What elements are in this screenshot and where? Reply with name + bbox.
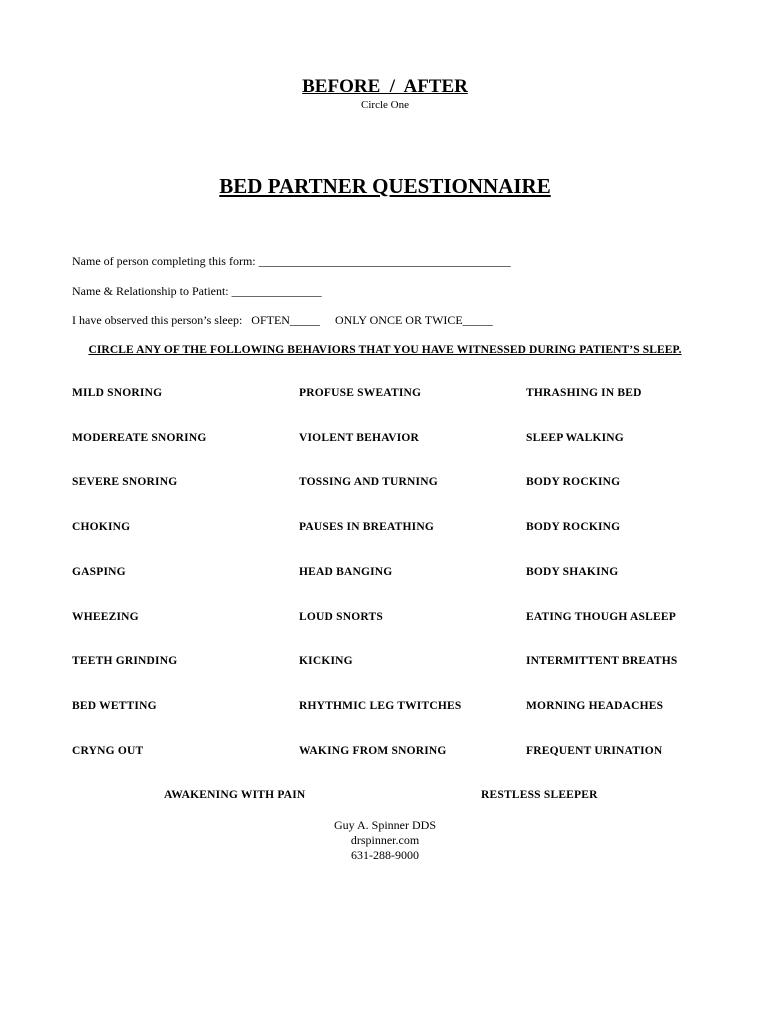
behavior-item: PROFUSE SWEATING: [299, 387, 422, 399]
footer-website: drspinner.com: [350, 833, 420, 847]
name-relationship-field: Name & Relationship to Patient: _______________: [72, 284, 322, 298]
behavior-item: THRASHING IN BED: [526, 387, 642, 399]
behavior-item: FREQUENT URINATION: [526, 745, 663, 757]
footer-doctor-name: Guy A. Spinner DDS: [333, 818, 436, 832]
behavior-item: BED WETTING: [72, 700, 157, 712]
instruction-text: CIRCLE ANY OF THE FOLLOWING BEHAVIORS THAT YOU HAVE WITNESSED DURING PATIENT’S SLEEP.: [88, 344, 682, 356]
footer-phone: 631-288-9000: [351, 848, 419, 862]
behavior-item: PAUSES IN BREATHING: [299, 521, 435, 533]
footer-contact: [0, 818, 770, 863]
behavior-item: TEETH GRINDING: [72, 655, 178, 667]
behavior-item: VIOLENT BEHAVIOR: [299, 432, 420, 444]
circle-one-note: Circle One: [361, 99, 409, 111]
behavior-item: CHOKING: [72, 521, 131, 533]
behavior-item: TOSSING AND TURNING: [299, 476, 438, 488]
behavior-item: MORNING HEADACHES: [526, 700, 664, 712]
behavior-item: RHYTHMIC LEG TWITCHES: [299, 700, 462, 712]
behavior-item: BODY ROCKING: [526, 476, 621, 488]
behavior-item: INTERMITTENT BREATHS: [526, 655, 678, 667]
behavior-item: SEVERE SNORING: [72, 476, 178, 488]
behavior-item: SLEEP WALKING: [526, 432, 624, 444]
behavior-item: MILD SNORING: [72, 387, 163, 399]
behavior-item: HEAD BANGING: [299, 566, 393, 578]
behavior-item: AWAKENING WITH PAIN: [164, 789, 306, 801]
behavior-item: KICKING: [299, 655, 353, 667]
behavior-item: WHEEZING: [72, 611, 139, 623]
behavior-item: CRYNG OUT: [72, 745, 144, 757]
behavior-item: RESTLESS SLEEPER: [481, 789, 598, 801]
behavior-item: EATING THOUGH ASLEEP: [526, 611, 676, 623]
behavior-item: MODEREATE SNORING: [72, 432, 207, 444]
behavior-item: BODY ROCKING: [526, 521, 621, 533]
behavior-item: BODY SHAKING: [526, 566, 619, 578]
observed-sleep-field: I have observed this person’s sleep: OFTEN_____ ONLY ONCE OR TWICE_____: [72, 313, 493, 327]
page-title: [0, 174, 770, 199]
before-after-text: BEFORE / AFTER: [302, 76, 468, 97]
behavior-item: WAKING FROM SNORING: [299, 745, 447, 757]
behavior-item: LOUD SNORTS: [299, 611, 383, 623]
before-after-heading: [0, 76, 770, 98]
page-title-text: BED PARTNER QUESTIONNAIRE: [219, 174, 551, 198]
behavior-item: GASPING: [72, 566, 126, 578]
name-of-person-field: Name of person completing this form: __________________________________________: [72, 254, 511, 268]
